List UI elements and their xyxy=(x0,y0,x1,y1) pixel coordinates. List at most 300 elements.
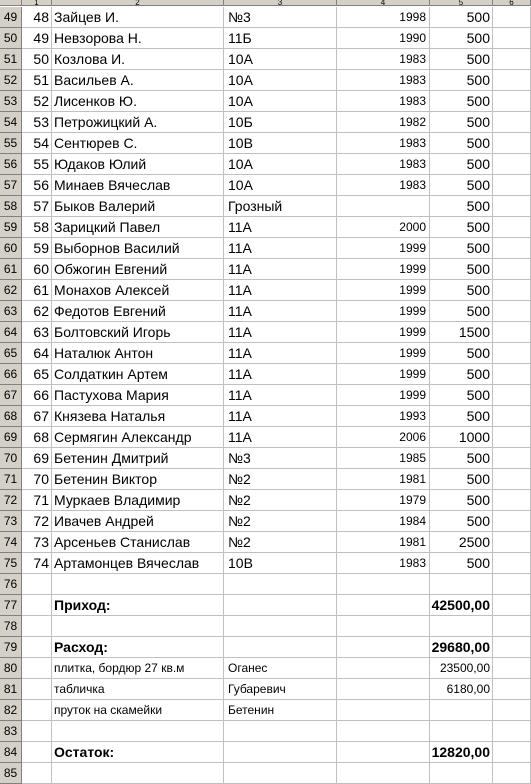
cell-sum[interactable] xyxy=(430,721,493,742)
table-row xyxy=(0,511,531,532)
cell-year[interactable]: 1999 xyxy=(337,238,430,259)
cell-year[interactable]: 1983 xyxy=(337,70,430,91)
table-row xyxy=(0,364,531,385)
cell-class[interactable]: 11А xyxy=(224,217,337,238)
row-header[interactable]: 53 xyxy=(0,91,22,112)
cell-number[interactable] xyxy=(22,616,52,637)
row-header[interactable]: 67 xyxy=(0,385,22,406)
cell-class[interactable]: №3 xyxy=(224,448,337,469)
cell-number[interactable]: 69 xyxy=(22,448,52,469)
row-header[interactable]: 72 xyxy=(0,490,22,511)
cell-year[interactable] xyxy=(337,658,430,679)
cell-name[interactable]: Муркаев Владимир xyxy=(52,490,224,511)
cell-class[interactable] xyxy=(224,616,337,637)
cell-empty[interactable] xyxy=(493,259,531,280)
row-header[interactable]: 70 xyxy=(0,448,22,469)
table-row xyxy=(0,7,531,28)
cell-empty[interactable] xyxy=(493,679,531,700)
table-row xyxy=(0,553,531,574)
cell-class[interactable]: 10Б xyxy=(224,112,337,133)
cell-sum[interactable]: 12820,00 xyxy=(430,742,493,763)
cell-sum[interactable]: 500 xyxy=(430,175,493,196)
cell-class[interactable]: 10В xyxy=(224,553,337,574)
cell-class[interactable]: №2 xyxy=(224,511,337,532)
cell-empty[interactable] xyxy=(493,532,531,553)
cell-name[interactable]: Выборнов Василий xyxy=(52,238,224,259)
cell-sum[interactable] xyxy=(430,763,493,784)
cell-sum[interactable]: 500 xyxy=(430,343,493,364)
cell-number[interactable] xyxy=(22,763,52,784)
cell-number[interactable]: 49 xyxy=(22,28,52,49)
cell-name[interactable]: Петрожицкий А. xyxy=(52,112,224,133)
cell-class[interactable]: 11А xyxy=(224,259,337,280)
cell-class[interactable] xyxy=(224,637,337,658)
cell-sum[interactable]: 500 xyxy=(430,448,493,469)
cell-empty[interactable] xyxy=(493,322,531,343)
cell-name[interactable]: Козлова И. xyxy=(52,49,224,70)
cell-sum[interactable]: 6180,00 xyxy=(430,679,493,700)
cell-name[interactable]: Юдаков Юлий xyxy=(52,154,224,175)
cell-name[interactable]: Остаток: xyxy=(52,742,224,763)
cell-empty[interactable] xyxy=(493,112,531,133)
cell-number[interactable]: 56 xyxy=(22,175,52,196)
cell-name[interactable]: Пастухова Мария xyxy=(52,385,224,406)
cell-year[interactable]: 1983 xyxy=(337,553,430,574)
cell-class[interactable]: 11Б xyxy=(224,28,337,49)
cell-name[interactable]: Сермягин Александр xyxy=(52,427,224,448)
cell-empty[interactable] xyxy=(493,133,531,154)
cell-number[interactable]: 48 xyxy=(22,7,52,28)
row-header[interactable]: 60 xyxy=(0,238,22,259)
cell-name[interactable]: Солдаткин Артем xyxy=(52,364,224,385)
cell-empty[interactable] xyxy=(493,91,531,112)
cell-number[interactable] xyxy=(22,721,52,742)
table-row xyxy=(0,49,531,70)
cell-class[interactable]: 10В xyxy=(224,133,337,154)
cell-empty[interactable] xyxy=(493,427,531,448)
cell-year[interactable]: 1993 xyxy=(337,406,430,427)
cell-class[interactable]: 10А xyxy=(224,49,337,70)
table-row xyxy=(0,595,531,616)
cell-empty[interactable] xyxy=(493,637,531,658)
cell-number[interactable]: 70 xyxy=(22,469,52,490)
table-row xyxy=(0,133,531,154)
cell-empty[interactable] xyxy=(493,49,531,70)
cell-sum[interactable]: 500 xyxy=(430,469,493,490)
row-header[interactable]: 51 xyxy=(0,49,22,70)
cell-year[interactable]: 1999 xyxy=(337,385,430,406)
row-header[interactable]: 78 xyxy=(0,616,22,637)
cell-empty[interactable] xyxy=(493,196,531,217)
cell-sum[interactable]: 1000 xyxy=(430,427,493,448)
cell-sum[interactable]: 500 xyxy=(430,385,493,406)
cell-year[interactable]: 1985 xyxy=(337,448,430,469)
cell-name[interactable]: Быков Валерий xyxy=(52,196,224,217)
cell-empty[interactable] xyxy=(493,490,531,511)
cell-sum[interactable]: 1500 xyxy=(430,322,493,343)
cell-name[interactable] xyxy=(52,763,224,784)
cell-year[interactable]: 1983 xyxy=(337,175,430,196)
cell-class[interactable]: 10А xyxy=(224,91,337,112)
row-header[interactable]: 59 xyxy=(0,217,22,238)
cell-number[interactable]: 50 xyxy=(22,49,52,70)
cell-empty[interactable] xyxy=(493,385,531,406)
cell-class[interactable]: №2 xyxy=(224,469,337,490)
col-header-4[interactable]: 4 xyxy=(337,0,430,6)
cell-sum[interactable]: 500 xyxy=(430,154,493,175)
table-row xyxy=(0,280,531,301)
cell-name[interactable]: Ивачев Андрей xyxy=(52,511,224,532)
col-header-1[interactable]: 1 xyxy=(22,0,52,6)
row-header[interactable]: 76 xyxy=(0,574,22,595)
cell-number[interactable]: 55 xyxy=(22,154,52,175)
cell-number[interactable]: 66 xyxy=(22,385,52,406)
cell-empty[interactable] xyxy=(493,238,531,259)
table-row xyxy=(0,385,531,406)
cell-empty[interactable] xyxy=(493,364,531,385)
cell-year[interactable]: 1998 xyxy=(337,7,430,28)
row-header[interactable]: 64 xyxy=(0,322,22,343)
cell-empty[interactable] xyxy=(493,553,531,574)
row-header[interactable]: 82 xyxy=(0,700,22,721)
cell-class[interactable]: №2 xyxy=(224,490,337,511)
cell-number[interactable]: 64 xyxy=(22,343,52,364)
table-row xyxy=(0,658,531,679)
cell-number[interactable] xyxy=(22,574,52,595)
table-row xyxy=(0,70,531,91)
row-header[interactable]: 77 xyxy=(0,595,22,616)
cell-sum[interactable]: 500 xyxy=(430,196,493,217)
cell-number[interactable] xyxy=(22,595,52,616)
table-row xyxy=(0,91,531,112)
cell-year[interactable] xyxy=(337,700,430,721)
cell-name[interactable] xyxy=(52,574,224,595)
row-header[interactable]: 68 xyxy=(0,406,22,427)
table-row xyxy=(0,217,531,238)
cell-year[interactable]: 1999 xyxy=(337,364,430,385)
cell-class[interactable]: 11А xyxy=(224,427,337,448)
table-row xyxy=(0,322,531,343)
cell-sum[interactable] xyxy=(430,574,493,595)
cell-class[interactable]: 10А xyxy=(224,154,337,175)
row-header[interactable]: 65 xyxy=(0,343,22,364)
cell-year[interactable]: 1990 xyxy=(337,28,430,49)
cell-number[interactable]: 57 xyxy=(22,196,52,217)
cell-sum[interactable]: 500 xyxy=(430,238,493,259)
row-header[interactable]: 63 xyxy=(0,301,22,322)
cell-empty[interactable] xyxy=(493,217,531,238)
cell-number[interactable]: 65 xyxy=(22,364,52,385)
cell-empty[interactable] xyxy=(493,511,531,532)
table-row xyxy=(0,28,531,49)
cell-number[interactable] xyxy=(22,742,52,763)
cell-name[interactable]: Артамонцев Вячеслав xyxy=(52,553,224,574)
cell-empty[interactable] xyxy=(493,280,531,301)
cell-name[interactable]: пруток на скамейки xyxy=(52,700,224,721)
cell-number[interactable]: 67 xyxy=(22,406,52,427)
cell-name[interactable]: Арсеньев Станислав xyxy=(52,532,224,553)
cell-name[interactable] xyxy=(52,721,224,742)
cell-name[interactable]: Наталюк Антон xyxy=(52,343,224,364)
row-header[interactable]: 69 xyxy=(0,427,22,448)
cell-number[interactable]: 71 xyxy=(22,490,52,511)
cell-number[interactable]: 62 xyxy=(22,301,52,322)
cell-class[interactable]: 11А xyxy=(224,406,337,427)
cell-empty[interactable] xyxy=(493,448,531,469)
cell-class[interactable]: Грозный xyxy=(224,196,337,217)
cell-year[interactable] xyxy=(337,616,430,637)
cell-empty[interactable] xyxy=(493,301,531,322)
row-header[interactable]: 66 xyxy=(0,364,22,385)
cell-name[interactable]: Обжогин Евгений xyxy=(52,259,224,280)
row-header[interactable]: 52 xyxy=(0,70,22,91)
cell-number[interactable]: 74 xyxy=(22,553,52,574)
cell-sum[interactable]: 500 xyxy=(430,133,493,154)
cell-name[interactable]: плитка, бордюр 27 кв.м xyxy=(52,658,224,679)
cell-empty[interactable] xyxy=(493,721,531,742)
cell-empty[interactable] xyxy=(493,70,531,91)
cell-year[interactable]: 1981 xyxy=(337,469,430,490)
cell-number[interactable]: 72 xyxy=(22,511,52,532)
cell-empty[interactable] xyxy=(493,595,531,616)
row-header[interactable]: 56 xyxy=(0,154,22,175)
row-header[interactable]: 58 xyxy=(0,196,22,217)
table-row xyxy=(0,448,531,469)
cell-name[interactable]: Минаев Вячеслав xyxy=(52,175,224,196)
cell-number[interactable]: 63 xyxy=(22,322,52,343)
cell-class[interactable]: 11А xyxy=(224,385,337,406)
cell-year[interactable] xyxy=(337,595,430,616)
cell-year[interactable] xyxy=(337,637,430,658)
cell-class[interactable]: Губаревич xyxy=(224,679,337,700)
row-header[interactable]: 83 xyxy=(0,721,22,742)
cell-sum[interactable]: 500 xyxy=(430,217,493,238)
cell-year[interactable] xyxy=(337,763,430,784)
table-row xyxy=(0,175,531,196)
cell-class[interactable] xyxy=(224,763,337,784)
table-row xyxy=(0,616,531,637)
cell-number[interactable]: 53 xyxy=(22,112,52,133)
table-row xyxy=(0,301,531,322)
cell-year[interactable]: 2006 xyxy=(337,427,430,448)
cell-name[interactable]: Невзорова Н. xyxy=(52,28,224,49)
cell-name[interactable]: Приход: xyxy=(52,595,224,616)
cell-name[interactable]: Князева Наталья xyxy=(52,406,224,427)
cell-sum[interactable]: 500 xyxy=(430,511,493,532)
cell-name[interactable]: Монахов Алексей xyxy=(52,280,224,301)
cell-name[interactable]: табличка xyxy=(52,679,224,700)
cell-sum[interactable]: 500 xyxy=(430,364,493,385)
cell-number[interactable]: 61 xyxy=(22,280,52,301)
table-row xyxy=(0,742,531,763)
cell-year[interactable]: 1981 xyxy=(337,532,430,553)
table-row xyxy=(0,490,531,511)
cell-sum[interactable]: 500 xyxy=(430,301,493,322)
table-row xyxy=(0,112,531,133)
cell-year[interactable]: 1999 xyxy=(337,343,430,364)
cell-sum[interactable]: 500 xyxy=(430,490,493,511)
cell-number[interactable] xyxy=(22,679,52,700)
cell-sum[interactable]: 42500,00 xyxy=(430,595,493,616)
row-header[interactable]: 50 xyxy=(0,28,22,49)
table-row xyxy=(0,427,531,448)
cell-year[interactable]: 2000 xyxy=(337,217,430,238)
row-header[interactable]: 85 xyxy=(0,763,22,784)
cell-empty[interactable] xyxy=(493,406,531,427)
row-header[interactable]: 62 xyxy=(0,280,22,301)
cell-empty[interactable] xyxy=(493,469,531,490)
row-header[interactable]: 57 xyxy=(0,175,22,196)
cell-year[interactable] xyxy=(337,742,430,763)
cell-class[interactable]: 11А xyxy=(224,238,337,259)
cell-sum[interactable] xyxy=(430,700,493,721)
cell-year[interactable]: 1979 xyxy=(337,490,430,511)
cell-empty[interactable] xyxy=(493,616,531,637)
cell-number[interactable]: 73 xyxy=(22,532,52,553)
cell-number[interactable] xyxy=(22,637,52,658)
cell-empty[interactable] xyxy=(493,658,531,679)
cell-year[interactable]: 1982 xyxy=(337,112,430,133)
cell-sum[interactable]: 2500 xyxy=(430,532,493,553)
cell-empty[interactable] xyxy=(493,7,531,28)
cell-class[interactable] xyxy=(224,742,337,763)
cell-sum[interactable]: 500 xyxy=(430,112,493,133)
table-row xyxy=(0,721,531,742)
cell-class[interactable]: 11А xyxy=(224,280,337,301)
row-header[interactable]: 49 xyxy=(0,7,22,28)
cell-year[interactable] xyxy=(337,679,430,700)
cell-year[interactable]: 1983 xyxy=(337,91,430,112)
col-header-5[interactable]: 5 xyxy=(430,0,493,6)
table-row xyxy=(0,259,531,280)
cell-year[interactable]: 1984 xyxy=(337,511,430,532)
cell-sum[interactable] xyxy=(430,616,493,637)
select-all-corner[interactable] xyxy=(0,0,22,6)
cell-number[interactable]: 52 xyxy=(22,91,52,112)
cell-number[interactable]: 54 xyxy=(22,133,52,154)
cell-class[interactable]: №2 xyxy=(224,532,337,553)
row-header[interactable]: 61 xyxy=(0,259,22,280)
cell-empty[interactable] xyxy=(493,175,531,196)
cell-class[interactable] xyxy=(224,574,337,595)
cell-number[interactable]: 60 xyxy=(22,259,52,280)
cell-class[interactable]: 11А xyxy=(224,343,337,364)
cell-name[interactable]: Болтовский Игорь xyxy=(52,322,224,343)
cell-sum[interactable]: 500 xyxy=(430,91,493,112)
row-header[interactable]: 54 xyxy=(0,112,22,133)
row-header[interactable]: 55 xyxy=(0,133,22,154)
row-header[interactable]: 71 xyxy=(0,469,22,490)
col-header-3[interactable]: 3 xyxy=(224,0,337,6)
col-header-2[interactable]: 2 xyxy=(52,0,224,6)
cell-class[interactable]: 11А xyxy=(224,364,337,385)
cell-name[interactable]: Бетенин Дмитрий xyxy=(52,448,224,469)
cell-name[interactable]: Васильев А. xyxy=(52,70,224,91)
cell-year[interactable]: 1983 xyxy=(337,133,430,154)
cell-year[interactable]: 1999 xyxy=(337,280,430,301)
cell-number[interactable]: 58 xyxy=(22,217,52,238)
table-row xyxy=(0,763,531,784)
cell-year[interactable]: 1999 xyxy=(337,322,430,343)
cell-sum[interactable]: 500 xyxy=(430,28,493,49)
cell-class[interactable]: 10А xyxy=(224,70,337,91)
cell-name[interactable]: Зарицкий Павел xyxy=(52,217,224,238)
cell-sum[interactable]: 23500,00 xyxy=(430,658,493,679)
cell-number[interactable]: 68 xyxy=(22,427,52,448)
cell-empty[interactable] xyxy=(493,742,531,763)
row-header[interactable]: 79 xyxy=(0,637,22,658)
cell-class[interactable]: Оганес xyxy=(224,658,337,679)
cell-sum[interactable]: 500 xyxy=(430,259,493,280)
table-row xyxy=(0,154,531,175)
cell-empty[interactable] xyxy=(493,763,531,784)
table-row xyxy=(0,532,531,553)
cell-empty[interactable] xyxy=(493,700,531,721)
cell-year[interactable] xyxy=(337,721,430,742)
row-header[interactable]: 75 xyxy=(0,553,22,574)
cell-year[interactable] xyxy=(337,196,430,217)
table-row xyxy=(0,406,531,427)
cell-year[interactable]: 1999 xyxy=(337,259,430,280)
cell-sum[interactable]: 500 xyxy=(430,49,493,70)
table-row xyxy=(0,238,531,259)
cell-year[interactable]: 1999 xyxy=(337,301,430,322)
table-row xyxy=(0,679,531,700)
cell-name[interactable]: Расход: xyxy=(52,637,224,658)
cell-sum[interactable]: 500 xyxy=(430,553,493,574)
table-row xyxy=(0,700,531,721)
cell-number[interactable] xyxy=(22,700,52,721)
cell-empty[interactable] xyxy=(493,574,531,595)
cell-number[interactable]: 51 xyxy=(22,70,52,91)
cell-sum[interactable]: 500 xyxy=(430,280,493,301)
cell-number[interactable]: 59 xyxy=(22,238,52,259)
cell-name[interactable]: Зайцев И. xyxy=(52,7,224,28)
cell-name[interactable]: Федотов Евгений xyxy=(52,301,224,322)
cell-empty[interactable] xyxy=(493,154,531,175)
row-header[interactable]: 73 xyxy=(0,511,22,532)
cell-class[interactable] xyxy=(224,721,337,742)
cell-sum[interactable]: 500 xyxy=(430,7,493,28)
row-header[interactable]: 80 xyxy=(0,658,22,679)
cell-name[interactable]: Бетенин Виктор xyxy=(52,469,224,490)
cell-class[interactable]: №3 xyxy=(224,7,337,28)
cell-name[interactable]: Сентюрев С. xyxy=(52,133,224,154)
cell-empty[interactable] xyxy=(493,28,531,49)
col-header-6[interactable]: 6 xyxy=(493,0,531,6)
row-header[interactable]: 74 xyxy=(0,532,22,553)
cell-year[interactable]: 1983 xyxy=(337,154,430,175)
cell-sum[interactable]: 29680,00 xyxy=(430,637,493,658)
cell-name[interactable] xyxy=(52,616,224,637)
cell-sum[interactable]: 500 xyxy=(430,406,493,427)
cell-year[interactable]: 1983 xyxy=(337,49,430,70)
cell-class[interactable]: 11А xyxy=(224,301,337,322)
cell-number[interactable] xyxy=(22,658,52,679)
cell-class[interactable]: 10А xyxy=(224,175,337,196)
table-row xyxy=(0,343,531,364)
cell-empty[interactable] xyxy=(493,343,531,364)
row-header[interactable]: 84 xyxy=(0,742,22,763)
table-row xyxy=(0,637,531,658)
cell-sum[interactable]: 500 xyxy=(430,70,493,91)
cell-class[interactable]: 11А xyxy=(224,322,337,343)
cell-class[interactable]: Бетенин xyxy=(224,700,337,721)
cell-name[interactable]: Лисенков Ю. xyxy=(52,91,224,112)
cell-year[interactable] xyxy=(337,574,430,595)
cell-class[interactable] xyxy=(224,595,337,616)
row-header[interactable]: 81 xyxy=(0,679,22,700)
